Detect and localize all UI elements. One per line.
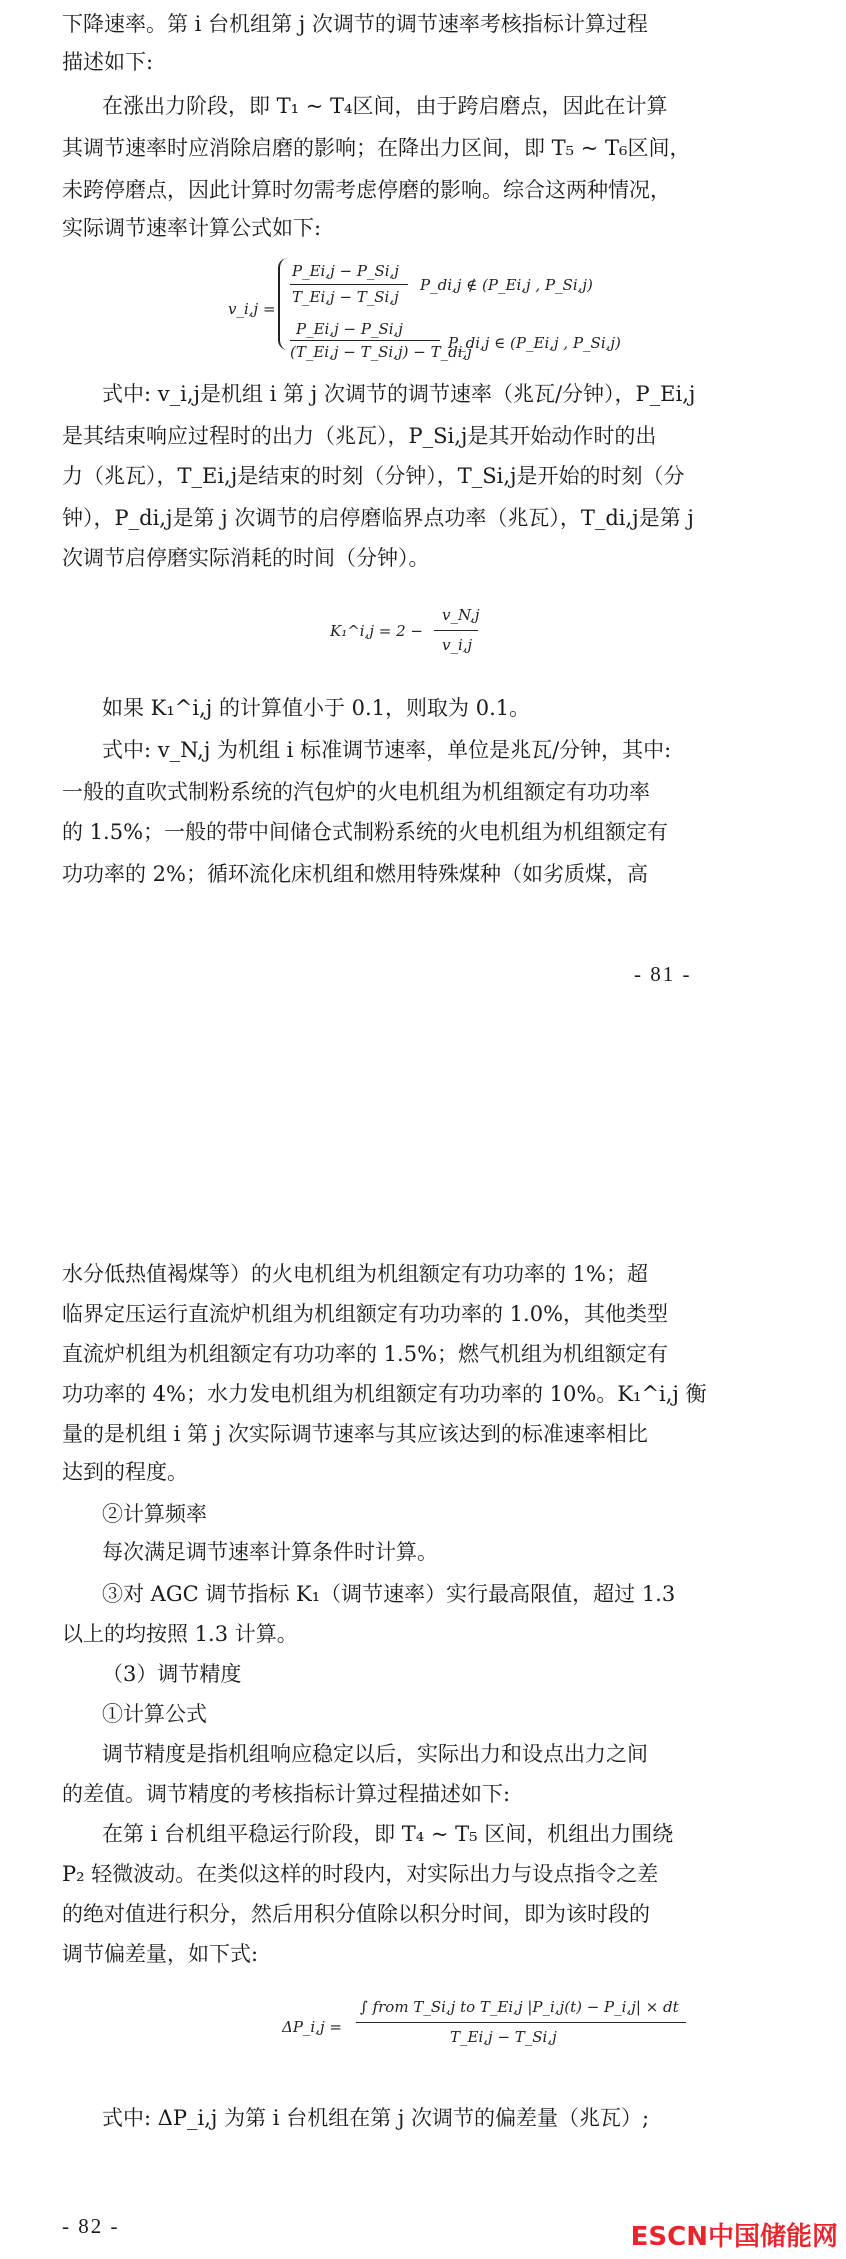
formula-cond: P_di,j ∈ (P_Ei,j , P_Si,j) xyxy=(448,334,621,352)
brace xyxy=(278,258,288,350)
formula-lhs: v_i,j = xyxy=(228,300,276,318)
text-line: 式中: v_N,j 为机组 i 标准调节速率，单位是兆瓦/分钟，其中: xyxy=(102,738,672,762)
text-line: 力（兆瓦），T_Ei,j是结束的时刻（分钟），T_Si,j是开始的时刻（分 xyxy=(62,464,685,488)
text-line: ①计算公式 xyxy=(102,1702,207,1726)
text-line: 下降速率。第 i 台机组第 j 次调节的调节速率考核指标计算过程 xyxy=(62,12,648,36)
fraction-line xyxy=(356,2022,686,2023)
escn-watermark-logo xyxy=(631,2216,838,2253)
page-number: - 82 - xyxy=(62,2214,120,2238)
text-line: 的差值。调节精度的考核指标计算过程描述如下: xyxy=(62,1782,511,1806)
formula-den: T_Ei,j − T_Si,j xyxy=(450,2028,557,2046)
text-line: 其调节速率时应消除启磨的影响；在降出力区间，即 T₅ ~ T₆区间， xyxy=(62,136,691,160)
text-line: 式中: v_i,j是机组 i 第 j 次调节的调节速率（兆瓦/分钟），P_Ei,j xyxy=(102,382,696,406)
formula-num: v_N,j xyxy=(442,606,480,624)
fraction-line xyxy=(434,630,478,631)
page-81 xyxy=(0,0,846,1050)
text-line: 直流炉机组为机组额定有功功率的 1.5%；燃气机组为机组额定有 xyxy=(62,1342,669,1366)
page-number: - 81 - xyxy=(634,962,692,986)
text-line: 如果 K₁^i,j 的计算值小于 0.1，则取为 0.1。 xyxy=(102,696,531,720)
page-82 xyxy=(0,1260,846,2259)
watermark-cn: 中国储能网 xyxy=(707,2222,838,2252)
formula-lhs: ΔP_i,j = xyxy=(282,2018,342,2036)
formula-num: P_Ei,j − P_Si,j xyxy=(296,320,403,338)
text-line: （3）调节精度 xyxy=(102,1662,242,1686)
formula-lhs: K₁^i,j = 2 − xyxy=(330,622,423,640)
text-line: 功功率的 2%；循环流化床机组和燃用特殊煤种（如劣质煤，高 xyxy=(62,862,648,886)
text-line: 未跨停磨点，因此计算时勿需考虑停磨的影响。综合这两种情况， xyxy=(62,178,671,202)
text-line: 量的是机组 i 第 j 次实际调节速率与其应该达到的标准速率相比 xyxy=(62,1422,648,1446)
text-line: P₂ 轻微波动。在类似这样的时段内，对实际出力与设点指令之差 xyxy=(62,1862,659,1886)
text-line: 实际调节速率计算公式如下: xyxy=(62,216,322,240)
formula-den: v_i,j xyxy=(442,636,473,654)
text-line: 描述如下: xyxy=(62,50,154,74)
text-line: 水分低热值褐煤等）的火电机组为机组额定有功功率的 1%；超 xyxy=(62,1262,648,1286)
text-line: 次调节启停磨实际消耗的时间（分钟）。 xyxy=(62,546,430,570)
text-line: 以上的均按照 1.3 计算。 xyxy=(62,1622,298,1646)
text-line: 在涨出力阶段，即 T₁ ~ T₄区间，由于跨启磨点，因此在计算 xyxy=(102,94,668,118)
text-line: 是其结束响应过程时的出力（兆瓦），P_Si,j是其开始动作时的出 xyxy=(62,424,657,448)
formula-num: P_Ei,j − P_Si,j xyxy=(292,262,399,280)
text-line: 一般的直吹式制粉系统的汽包炉的火电机组为机组额定有功功率 xyxy=(62,780,650,804)
text-line: ②计算频率 xyxy=(102,1502,207,1526)
text-line: 式中: ΔP_i,j 为第 i 台机组在第 j 次调节的偏差量（兆瓦）; xyxy=(102,2106,650,2130)
formula-num: ∫ from T_Si,j to T_Ei,j |P_i,j(t) − P_i,j| × dt xyxy=(360,1998,679,2016)
fraction-line xyxy=(290,284,408,285)
text-line: 达到的程度。 xyxy=(62,1460,188,1484)
text-line: 的绝对值进行积分，然后用积分值除以积分时间，即为该时段的 xyxy=(62,1902,650,1926)
text-line: 调节精度是指机组响应稳定以后，实际出力和设点出力之间 xyxy=(102,1742,648,1766)
text-line: 在第 i 台机组平稳运行阶段，即 T₄ ~ T₅ 区间，机组出力围绕 xyxy=(102,1822,674,1846)
formula-cond: P_di,j ∉ (P_Ei,j , P_Si,j) xyxy=(420,276,593,294)
formula-den: T_Ei,j − T_Si,j xyxy=(292,288,399,306)
text-line: 功功率的 4%；水力发电机组为机组额定有功功率的 10%。K₁^i,j 衡 xyxy=(62,1382,707,1406)
text-line: 调节偏差量，如下式: xyxy=(62,1942,259,1966)
text-line: 的 1.5%；一般的带中间储仓式制粉系统的火电机组为机组额定有 xyxy=(62,820,669,844)
text-line: ③对 AGC 调节指标 K₁（调节速率）实行最高限值，超过 1.3 xyxy=(102,1582,676,1606)
text-line: 每次满足调节速率计算条件时计算。 xyxy=(102,1540,438,1564)
text-line: 临界定压运行直流炉机组为机组额定有功功率的 1.0%，其他类型 xyxy=(62,1302,669,1326)
text-line: 钟），P_di,j是第 j 次调节的启停磨临界点功率（兆瓦），T_di,j是第 j xyxy=(62,506,694,530)
watermark-latin: ESCN xyxy=(630,2222,708,2252)
formula-den: (T_Ei,j − T_Si,j) − T_di,j xyxy=(290,343,472,361)
fraction-line xyxy=(290,340,440,341)
